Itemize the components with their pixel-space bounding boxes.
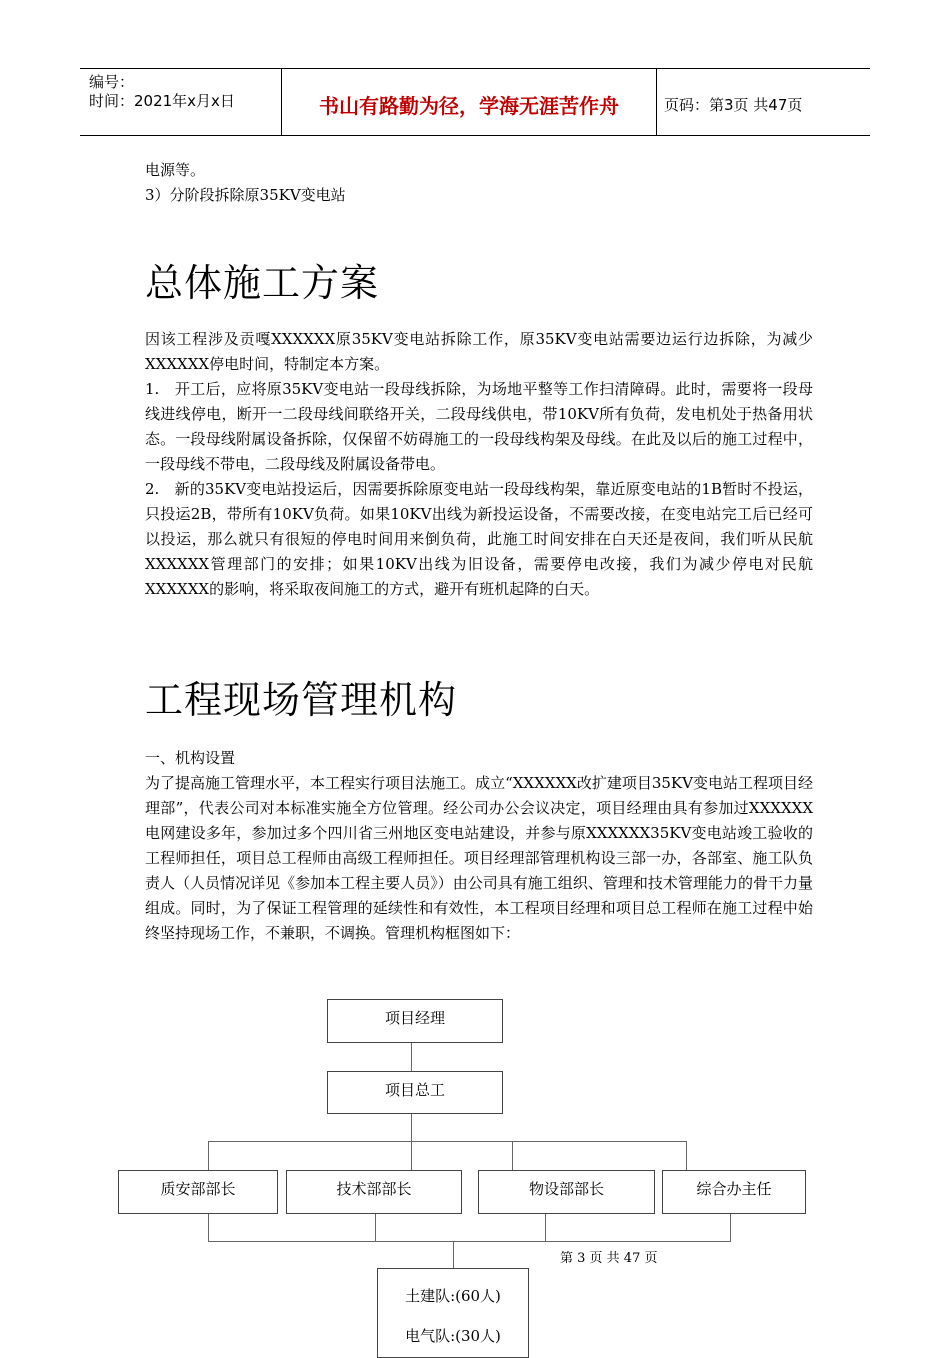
section1-paragraph-2: 1. 开工后，应将原35KV变电站一段母线拆除，为场地平整等工作扫清障碍。此时，需要将一段母线进线停电，断开一二段母线间联络开关，二段母线供电，带10KV所有负荷，发电机处于热备用状态。一段母线附属设备拆除，仅保留不妨碍施工的一段母线构架及母线。在此及以后的施工过程中，一段母线不带电，二段母线及附属设备带电。 bbox=[145, 380, 813, 473]
org-label-chief-engineer: 项目总工 bbox=[384, 1081, 445, 1099]
header-page-label: 页码：第3页 共47页 bbox=[664, 96, 803, 114]
org-box-dept-quality-safety bbox=[118, 1170, 278, 1214]
org-box-teams bbox=[377, 1268, 529, 1358]
intro-line-2: 3）分阶段拆除原35KV变电站 bbox=[145, 186, 346, 204]
org-rise-1 bbox=[208, 1214, 209, 1241]
org-box-dept-technical bbox=[286, 1170, 462, 1214]
org-connector-top-bus bbox=[208, 1141, 686, 1142]
org-box-dept-materials bbox=[478, 1170, 655, 1214]
section-title-site-management: 工程现场管理机构 bbox=[145, 678, 458, 722]
org-drop-4 bbox=[686, 1141, 687, 1170]
section2-subheading: 一、机构设置 bbox=[145, 749, 236, 767]
org-drop-2 bbox=[411, 1141, 412, 1170]
org-label-dept-1: 质安部部长 bbox=[160, 1180, 236, 1198]
org-drop-1 bbox=[208, 1141, 209, 1170]
org-connector-chief-down bbox=[411, 1114, 412, 1141]
org-box-project-manager bbox=[327, 999, 503, 1043]
org-box-dept-general-office bbox=[662, 1170, 806, 1214]
header-divider-right bbox=[656, 68, 657, 136]
section-title-overall-plan: 总体施工方案 bbox=[145, 261, 380, 305]
org-label-dept-2: 技术部部长 bbox=[336, 1180, 412, 1198]
org-rise-2 bbox=[375, 1214, 376, 1241]
header-bottom-rule bbox=[80, 135, 870, 136]
org-rise-4 bbox=[730, 1214, 731, 1241]
org-rise-3 bbox=[545, 1214, 546, 1241]
org-drop-3 bbox=[512, 1141, 513, 1170]
footer-page-number: 第 3 页 共 47 页 bbox=[560, 1251, 658, 1266]
org-box-chief-engineer bbox=[327, 1071, 503, 1114]
section1-paragraph-1: 因该工程涉及贡嘎XXXXXX原35KV变电站拆除工作，原35KV变电站需要边运行边拆除，为减少XXXXXX停电时间，特制定本方案。 bbox=[145, 330, 813, 373]
org-connector-bottom-bus bbox=[208, 1241, 731, 1242]
header-top-rule bbox=[80, 68, 870, 69]
intro-line-1: 电源等。 bbox=[145, 161, 206, 179]
section1-paragraph-3: 2. 新的35KV变电站投运后，因需要拆除原变电站一段母线构架，靠近原变电站的1B暂时不投运，只投运2B，带所有10KV负荷。如果10KV出线为新投运设备，不需要改接，在变电站完工后已经可以投运，那么就只有很短的停电时间用来倒负荷，此施工时间安排在白天还是夜间，我们听从民航XXXXXX管理部门的安排；如果10KV出线为旧设备，需要停电改接，我们为减少停电对民航XXXXXX的影响，将采取夜间施工的方式，避开有班机起降的白天。 bbox=[145, 480, 813, 598]
section2-paragraph-1: 为了提高施工管理水平，本工程实行项目法施工。成立“XXXXXX改扩建项目35KV变电站工程项目经理部”，代表公司对本标准实施全方位管理。经公司办公会议决定，项目经理由具有参加过XXXXXX电网建设多年，参加过多个四川省三州地区变电站建设，并参与原XXXXXX35KV变电站竣工验收的工程师担任，项目总工程师由高级工程师担任。项目经理部管理机构设三部一办，各部室、施工队负责人（人员情况详见《参加本工程主要人员》）由公司具有施工组织、管理和技术管理能力的骨干力量组成。同时，为了保证工程管理的延续性和有效性，本工程项目经理和项目总工程师在施工过程中始终坚持现场工作，不兼职，不调换。管理机构框图如下： bbox=[145, 774, 813, 942]
header-number-label: 编号： bbox=[89, 73, 135, 91]
org-label-team-civil: 土建队:(60人) bbox=[405, 1287, 501, 1305]
org-label-dept-3: 物设部部长 bbox=[528, 1180, 604, 1198]
org-connector-to-teams bbox=[453, 1241, 454, 1268]
org-label-team-electrical: 电气队:(30人) bbox=[405, 1327, 501, 1345]
org-connector-pm-chief bbox=[411, 1043, 412, 1071]
org-label-project-manager: 项目经理 bbox=[384, 1009, 445, 1027]
header-motto: 书山有路勤为径，学海无涯苦作舟 bbox=[319, 94, 619, 118]
header-time-label: 时间：2021年x月x日 bbox=[89, 92, 235, 110]
org-label-dept-4: 综合办主任 bbox=[696, 1180, 772, 1198]
